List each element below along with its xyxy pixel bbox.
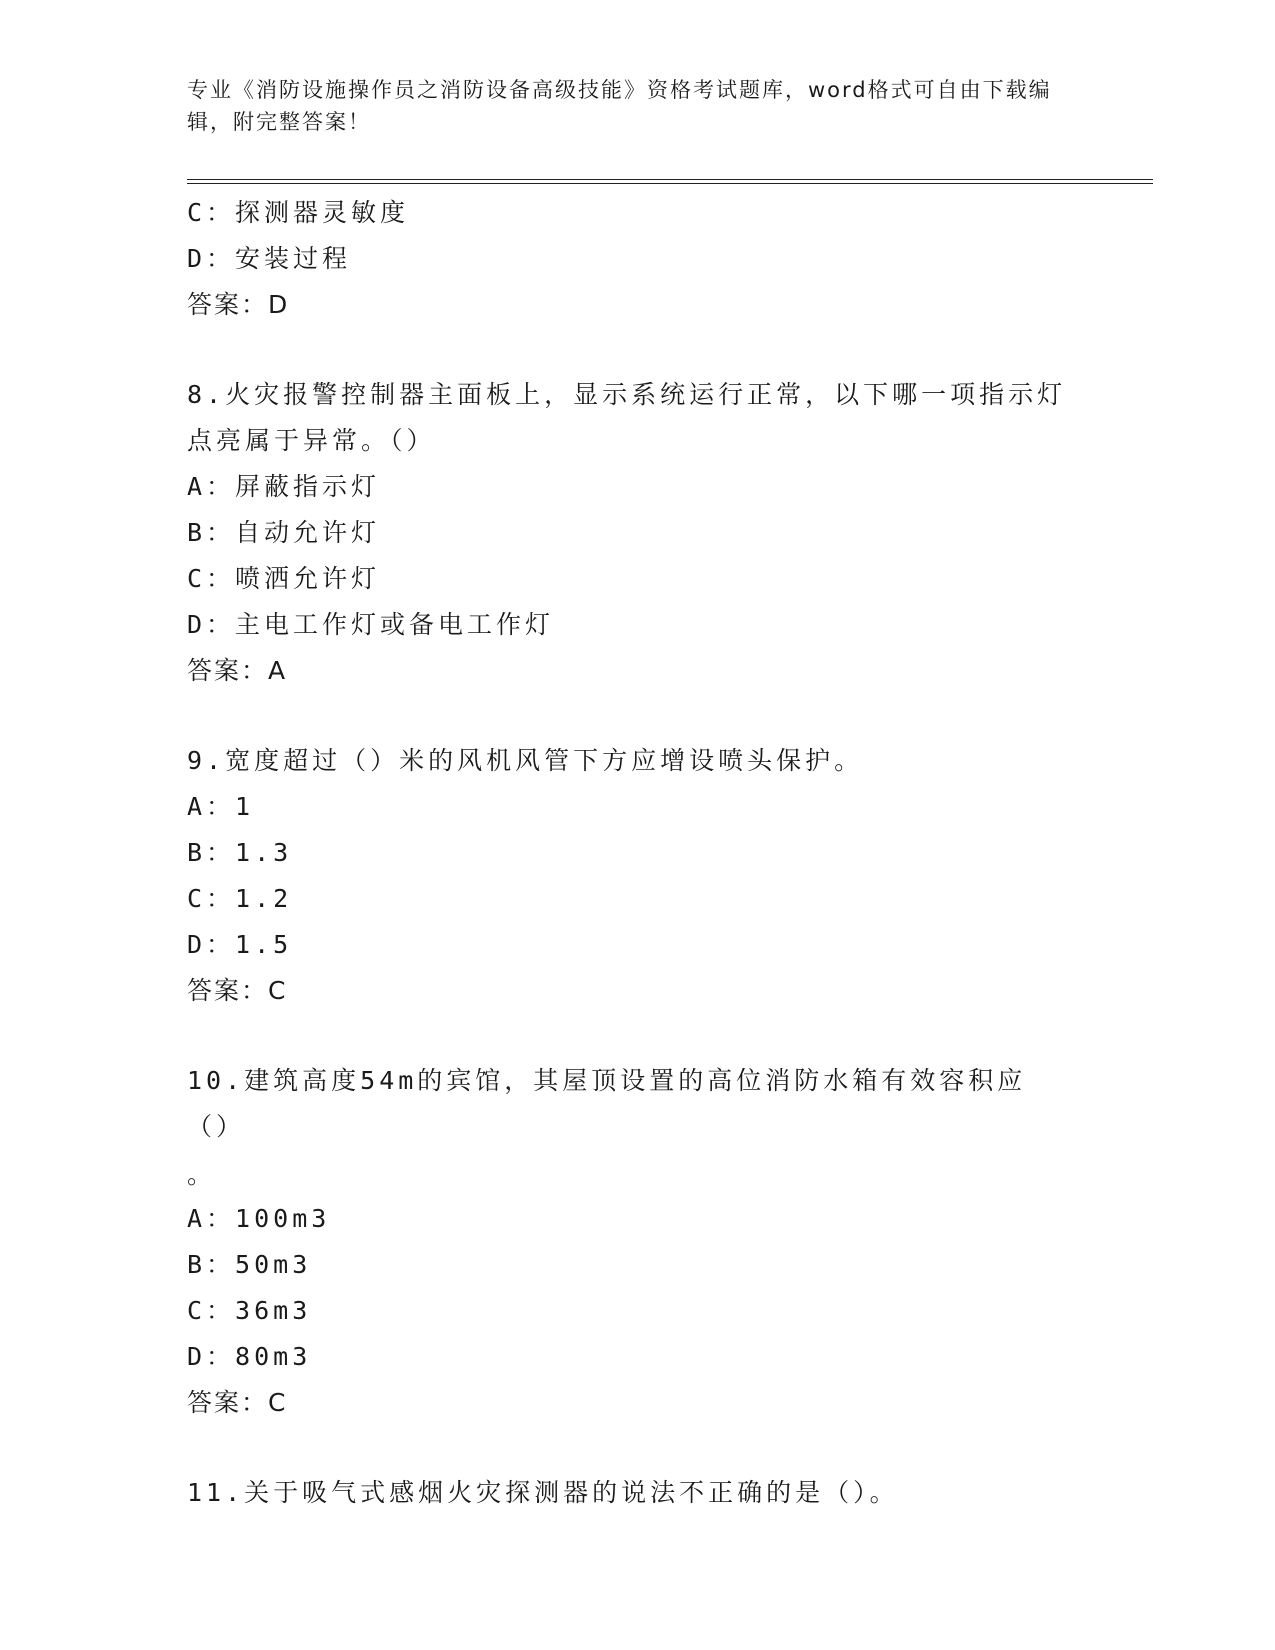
question-9-option-d: D：1.5 (187, 930, 293, 959)
question-10-answer: 答案：C (187, 1388, 288, 1417)
question-10-option-b: B：50m3 (187, 1250, 312, 1279)
document-header: 专业《消防设施操作员之消防设备高级技能》资格考试题库，word格式可自由下载编辑，附完整答案！ (187, 78, 1052, 134)
option-d: D：安装过程 (187, 244, 352, 273)
question-10-option-a: A：100m3 (187, 1204, 331, 1233)
question-9-option-a: A：1 (187, 792, 255, 821)
question-9-option-b: B：1.3 (187, 838, 293, 867)
question-10-title-continuation: 。 (187, 1160, 213, 1189)
question-10-option-c: C：36m3 (187, 1296, 312, 1325)
question-10-option-d: D：80m3 (187, 1342, 312, 1371)
question-content (187, 190, 1087, 1516)
question-8-answer: 答案：A (187, 656, 288, 685)
header-divider-top (187, 179, 1153, 180)
question-10-title: 10.建筑高度54m的宾馆，其屋顶设置的高位消防水箱有效容积应（） (187, 1066, 1027, 1141)
question-9-option-c: C：1.2 (187, 884, 293, 913)
question-9-title: 9.宽度超过（）米的风机风管下方应增设喷头保护。 (187, 746, 864, 775)
question-8-option-c: C：喷洒允许灯 (187, 564, 381, 593)
question-8-option-d: D：主电工作灯或备电工作灯 (187, 610, 555, 639)
question-11-title: 11.关于吸气式感烟火灾探测器的说法不正确的是（）。 (187, 1478, 899, 1507)
option-c: C：探测器灵敏度 (187, 198, 410, 227)
question-8-option-b: B：自动允许灯 (187, 518, 381, 547)
question-9-answer: 答案：C (187, 976, 288, 1005)
answer-line: 答案：D (187, 290, 290, 319)
question-8-title: 8.火灾报警控制器主面板上，显示系统运行正常，以下哪一项指示灯点亮属于异常。（） (187, 380, 1067, 455)
header-divider-bottom (187, 183, 1153, 184)
question-8-option-a: A：屏蔽指示灯 (187, 472, 381, 501)
